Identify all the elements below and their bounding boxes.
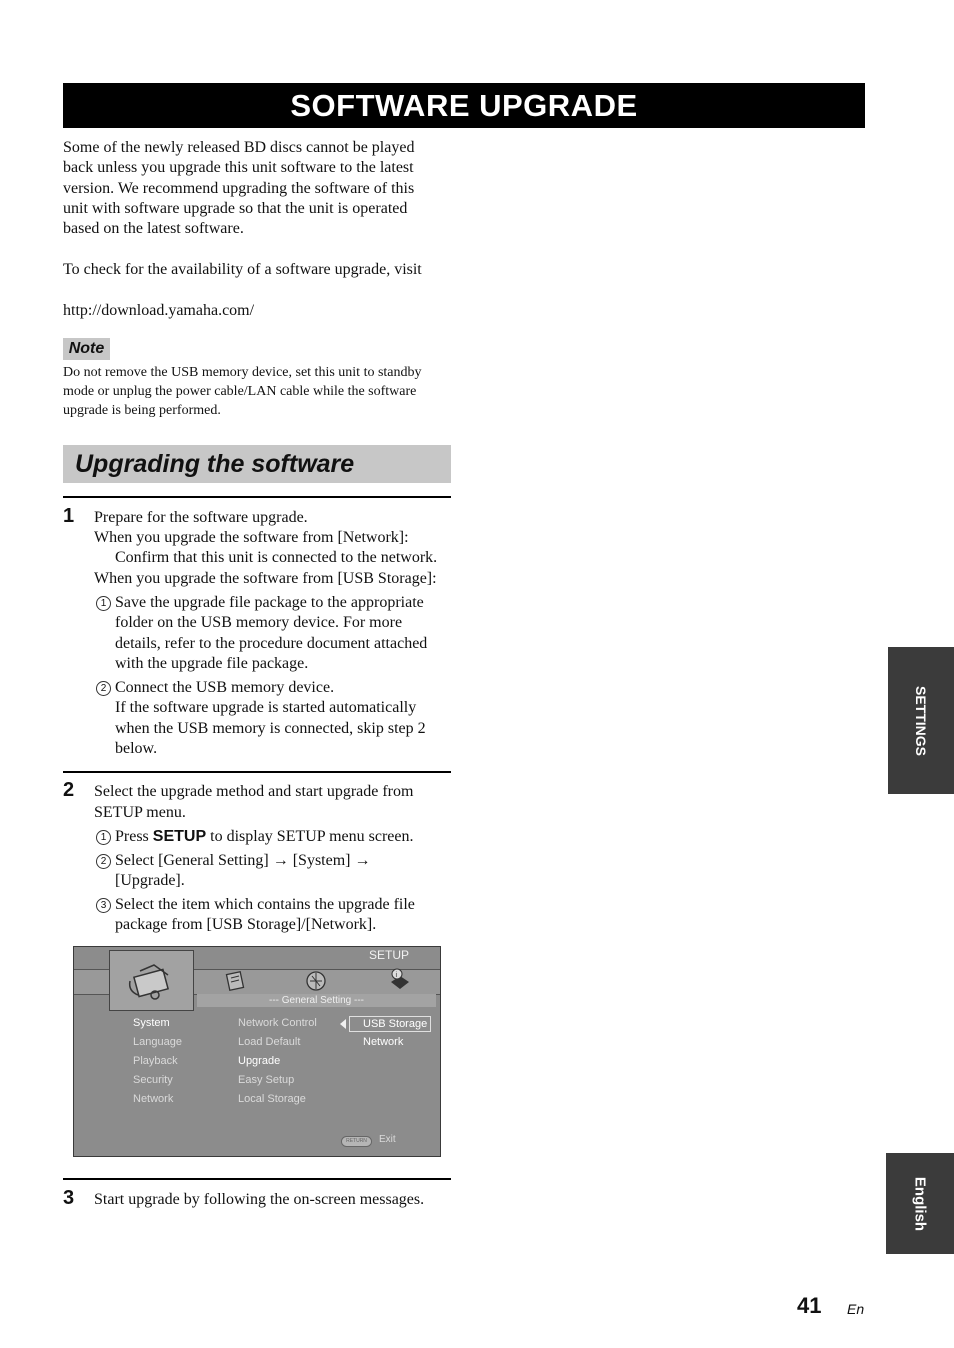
text-line: below. [115, 739, 158, 757]
circled-number: 2 [96, 854, 111, 869]
text-line: folder on the USB memory device. For more [115, 614, 403, 632]
substep [94, 895, 454, 936]
page-title: SOFTWARE UPGRADE [63, 83, 865, 128]
page-number: 41 [797, 1293, 822, 1318]
text-line: details, refer to the procedure document attached [115, 634, 428, 652]
text-line: If the software upgrade is started automatically [115, 699, 417, 717]
text-line: with the upgrade file package. [115, 654, 309, 672]
substep [94, 593, 454, 674]
circled-number: 3 [96, 898, 111, 913]
display-icon[interactable] [224, 969, 246, 993]
text-line: Select [General Setting] → [System] → [115, 852, 371, 869]
menu-item-language[interactable]: Language [133, 1036, 182, 1048]
svg-text:i: i [395, 972, 398, 979]
text-run: to display SETUP menu screen. [206, 828, 414, 845]
step-text: When you upgrade the software from [Network]: [94, 529, 409, 546]
exit-label: Exit [379, 1134, 396, 1145]
toolbox-icon [110, 951, 193, 1010]
info-icon[interactable] [388, 967, 412, 993]
substep [94, 851, 454, 892]
menu-item-security[interactable]: Security [133, 1074, 173, 1086]
circled-number: 2 [96, 681, 111, 696]
section-title: Upgrading the software [63, 445, 451, 483]
left-arrow-icon [339, 1019, 347, 1029]
circled-number: 1 [96, 830, 111, 845]
submenu-load-default[interactable]: Load Default [238, 1036, 301, 1048]
step-divider [63, 496, 451, 498]
text-line: Save the upgrade file package to the appropriate [115, 594, 424, 611]
step-number: 3 [63, 1187, 75, 1209]
text-line: mode or unplug the power cable/LAN cable while the software [63, 384, 417, 399]
step-text: Confirm that this unit is connected to the network. [115, 549, 438, 566]
submenu-upgrade[interactable]: Upgrade [238, 1055, 281, 1067]
download-url: http://download.yamaha.com/ [63, 302, 255, 319]
general-setting-tab[interactable] [109, 950, 194, 1011]
text-run: Press [115, 828, 153, 845]
step-text: Select the upgrade method and start upgrade from [94, 783, 414, 800]
audio-icon[interactable] [304, 969, 328, 993]
page-language: En [847, 1301, 865, 1317]
text-line: back unless you upgrade this unit software to the latest [63, 159, 414, 177]
option-usb-storage[interactable]: USB Storage [349, 1016, 431, 1032]
visit-text: To check for the availability of a software upgrade, visit [63, 261, 422, 278]
setup-key: SETUP [152, 828, 207, 845]
settings-side-tab [888, 647, 954, 794]
text-line: based on the latest software. [63, 220, 244, 238]
text-line: package from [USB Storage]/[Network]. [115, 916, 377, 934]
step-text: SETUP menu. [94, 804, 186, 821]
step-divider [63, 771, 451, 773]
settings-tab-label: SETTINGS [913, 685, 929, 756]
step-number: 1 [63, 505, 75, 527]
option-network[interactable]: Network [363, 1036, 404, 1048]
text-line: unit with software upgrade so that the unit is operated [63, 199, 408, 217]
text-line: Some of the newly released BD discs cannot be played [63, 139, 415, 156]
step-text: Start upgrade by following the on-screen messages. [94, 1191, 425, 1208]
step-divider [63, 1178, 451, 1180]
intro-paragraph [63, 138, 453, 239]
text-line: version. We recommend upgrading the software of this [63, 179, 415, 197]
general-setting-bar: --- General Setting --- [197, 994, 436, 1007]
text-line: Connect the USB memory device. [115, 679, 335, 696]
setup-screen [73, 946, 441, 1157]
text-line: Do not remove the USB memory device, set this unit to standby [63, 365, 422, 380]
text-line: when the USB memory is connected, skip step 2 [115, 719, 426, 737]
menu-item-playback[interactable]: Playback [133, 1055, 178, 1067]
english-tab-label: English [911, 1176, 929, 1231]
menu-item-system[interactable]: System [133, 1017, 170, 1029]
text-line: [Upgrade]. [115, 872, 185, 890]
menu-item-network[interactable]: Network [133, 1093, 174, 1105]
text-line: Select the item which contains the upgrade file [115, 896, 415, 913]
substep [94, 827, 454, 847]
note-label: Note [63, 338, 110, 360]
return-button-icon: RETURN [341, 1136, 372, 1147]
note-text [63, 363, 448, 420]
setup-header: SETUP [369, 948, 410, 962]
text-line: upgrade is being performed. [63, 403, 221, 418]
submenu-local-storage[interactable]: Local Storage [238, 1093, 306, 1105]
step-text: Prepare for the software upgrade. [94, 509, 308, 526]
submenu-network-control[interactable]: Network Control [238, 1017, 317, 1029]
submenu-easy-setup[interactable]: Easy Setup [238, 1074, 295, 1086]
step-text: When you upgrade the software from [USB Storage]: [94, 570, 437, 587]
english-side-tab [886, 1153, 954, 1254]
step-number: 2 [63, 779, 75, 801]
circled-number: 1 [96, 596, 111, 611]
substep [94, 678, 454, 759]
